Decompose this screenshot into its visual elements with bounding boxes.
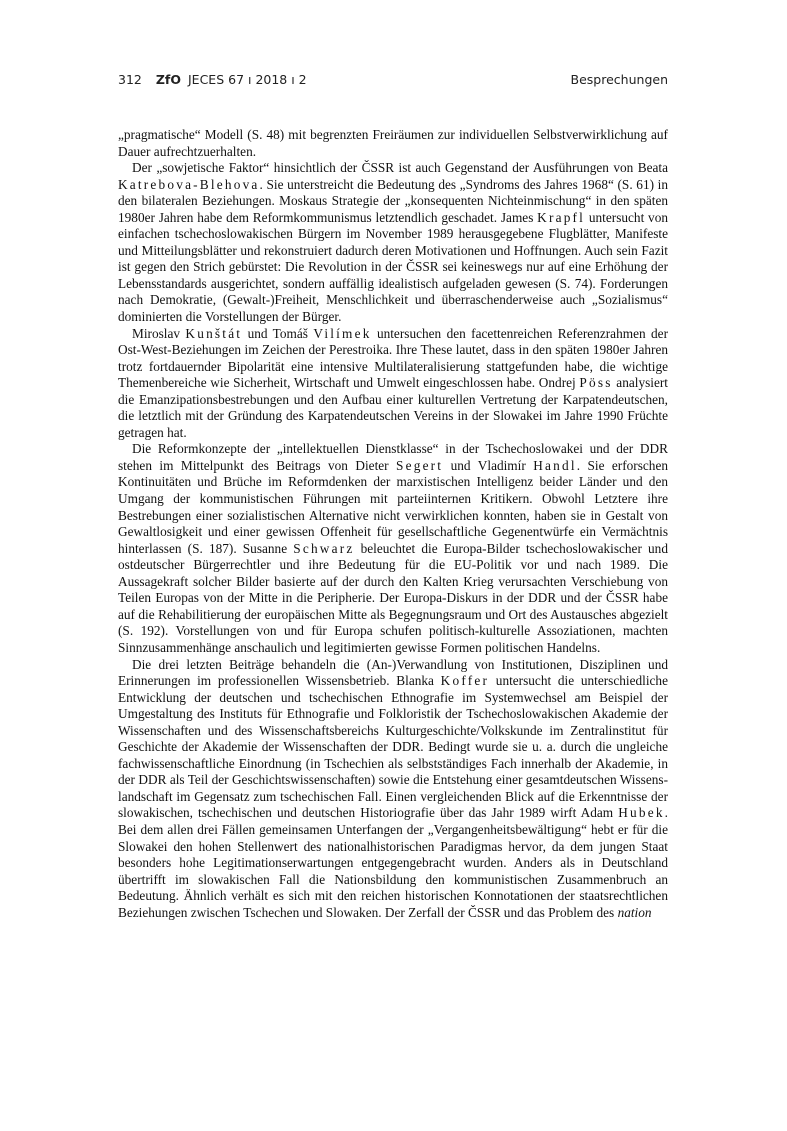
text-run: Die drei letzten Beiträge behandeln die (An-)Verwandlung von Institutionen, Disziplinen und Erinnerungen im professionellen Wissensbetrieb. Blanka (118, 656, 668, 689)
paragraph (118, 160, 668, 325)
text-run: untersucht von einfachen tschechoslowakischen Bürgern im November 1989 herausgegebene Flugblätter, Manifeste und Mitteilungsblätter und rekonstruiert dadurch deren Motivationen und Hoffnungen. Auch sein Fazit ist gegen den Strich gebürstet: Die Revolution in der ČSSR sei keineswegs nur auf eine Erhöhung der Lebensstandards ausgerichtet, sondern auffällig idealistisch aufgeladen gewesen (S. 74). Forderungen nach Demokratie, (Gewalt-)Freiheit, Menschlichkeit und überraschenderweise auch „Sozialismus“ dominierten die Vorstellungen der Bürger. (118, 209, 668, 325)
body-text (118, 127, 668, 921)
author-name: Katrebova-Blehova (118, 176, 260, 192)
text-run: analysiert die Emanzipationsbestrebungen und den Aufbau einer kulturellen Vertretung der Karpatendeutschen, die letztlich mit der Gründung des Karpatendeutschen Vereins in der Slowakei im Jahre 1990 Früchte getragen hat. (118, 375, 668, 440)
paragraph (118, 326, 668, 442)
paragraph (118, 657, 668, 922)
section-title: Besprechungen (570, 72, 668, 87)
journal-subtitle: JECES (187, 72, 225, 87)
text-run: . Sie unterstreicht die Bedeutung des „Syndroms des Jahres 1968“ (S. 61) in den bilateralen Beziehungen. Moskaus Strategie der „konsequenten Nichteinmischung“ in den späten 1980er Jahren habe dem Reformkommunismus letztendlich geschadet. James (118, 176, 668, 225)
author-name: Vilímek (313, 325, 372, 341)
text-run: „pragmatische“ Modell (S. 48) mit begrenzten Freiräumen zur individuellen Selbstverwirklichung auf Dauer aufrechtzuerhalten. (118, 127, 668, 159)
author-name: Handl (533, 457, 577, 473)
running-header (118, 72, 668, 92)
page-number: 312 (118, 72, 142, 87)
author-name: Pöss (579, 375, 613, 391)
journal-title: ZfO (155, 72, 181, 87)
text-run: untersucht die unterschiedliche Entwicklung der deutschen und tschechischen Ethnografie im Systemwechsel am Beispiel der Umgestaltung des Instituts für Ethnografie und Folkloristik der Tschechoslowakischen Akademie der Wissenschaften und des Wissenschaftsbereichs Kulturgeschichte/Volkskunde im Zentralinstitut für Geschichte der Akademie der Wissenschaften der DDR. Bedingt wurde sie u. a. durch die ungleiche fachwissenschaftliche Einordnung (in Tschechien als selbstständiges Fach innerhalb der Akademie, in der DDR als Teil der Geschichtswissenschaften) sowie die Entstehung einer gesamtdeutschen Wissenslandschaft im Gegensatz zum tschechischen Fall. Einen vergleichenden Blick auf die Erkenntnisse der slowakischen, tschechischen und deutschen Historiografie über das Jahr 1989 wirft Adam (118, 673, 668, 821)
paragraph (118, 441, 668, 656)
author-name: Hubek (618, 805, 665, 821)
text-run: untersuchen den facettenreichen Referenzrahmen der Ost-West-Beziehungen im Zeichen der Perestroika. Ihre These lautet, dass in den späten 1980er Jahren trotz fortdauernder Bipolarität eine intensive Multilateralisierung stattgefunden habe, die wichtige Themenbereiche wie Sicherheit, Wirtschaft und Umwelt eingeschlossen habe. Ondrej (118, 325, 669, 391)
author-name: Krapfl (537, 209, 586, 225)
text-run: und Tomáš (242, 325, 314, 341)
text-run: beleuchtet die Europa-Bilder tschechoslowakischer und ostdeutscher Bürgerrechtler und ihre Bedeutung für die EU-Politik vor und nach 1989. Die Aussagekraft solcher Bilder basierte auf der durch den Kalten Krieg verursachten Verschiebung von Teilen Europas von der Mitte in die Peripherie. Der Europa-Diskurs in der DDR und der ČSSR habe auf die Rehabilitierung der europäischen Mitte als Begegnungsraum und Ort des Austausches abgezielt (S. 192). Vorstellungen von und für Europa schufen politisch-kulturelle Assoziationen, machten Sinnzusammenhänge anschaulich und legitimierten gewisse Formen politischen Handelns. (118, 540, 668, 655)
text-run: Miroslav (132, 325, 186, 341)
text-run: und Vladimír (443, 457, 534, 473)
text-run: . Sie erforschen Kontinuitäten und Brüche im Reformdenken der marxistischen Intelligenz beider Länder und den Umgang der kommunistischen Führungen mit parteiinternen Kritikern. Obwohl Letztere ihre Bestrebungen einer sozialistischen Alternative nicht verwirklichen konnten, haben sie in Gestalt von Gewaltlosigkeit und einer gewissen Offenheit für gesellschaftliche Gegenentwürfe ein Vermächtnis hinterlassen (S. 187). Susanne (118, 457, 669, 556)
text-run: Der „sowjetische Faktor“ hinsichtlich der ČSSR ist auch Gegenstand der Ausführungen von Beata (132, 160, 668, 176)
italic-term: nation (617, 904, 652, 920)
volume-info: 67 ı 2018 ı 2 (228, 72, 307, 87)
paragraph (118, 127, 668, 160)
author-name: Koffer (440, 673, 490, 689)
author-name: Schwarz (293, 540, 355, 556)
text-run: . Bei dem allen drei Fällen gemeinsamen Unterfangen der „Vergangenheitsbewältigung“ hebt er für die Slowakei den hohen Stellenwert des nationalhistorischen Paradigmas hervor, da dem jungen Staat besonders hohe Legitimationserwartungen entgegengebracht wurden. Anders als in Deutschland übertrifft im slowakischen Fall die Nationsbildung den kommunistischen Zusammenbruch an Bedeutung. Ähnlich verhält es sich mit den reichen historischen Konnotationen der staatsrechtlichen Beziehungen zwischen Tschechen und Slowaken. Der Zerfall der ČSSR und das Problem des (118, 805, 668, 920)
text-run: Die Reformkonzepte der „intellektuellen Dienstklasse“ in der Tschechoslowakei und der DDR stehen im Mittelpunkt des Beitrags von Dieter (118, 441, 668, 473)
author-name: Kunštát (185, 325, 243, 341)
author-name: Segert (396, 457, 444, 473)
header-left (118, 72, 307, 87)
